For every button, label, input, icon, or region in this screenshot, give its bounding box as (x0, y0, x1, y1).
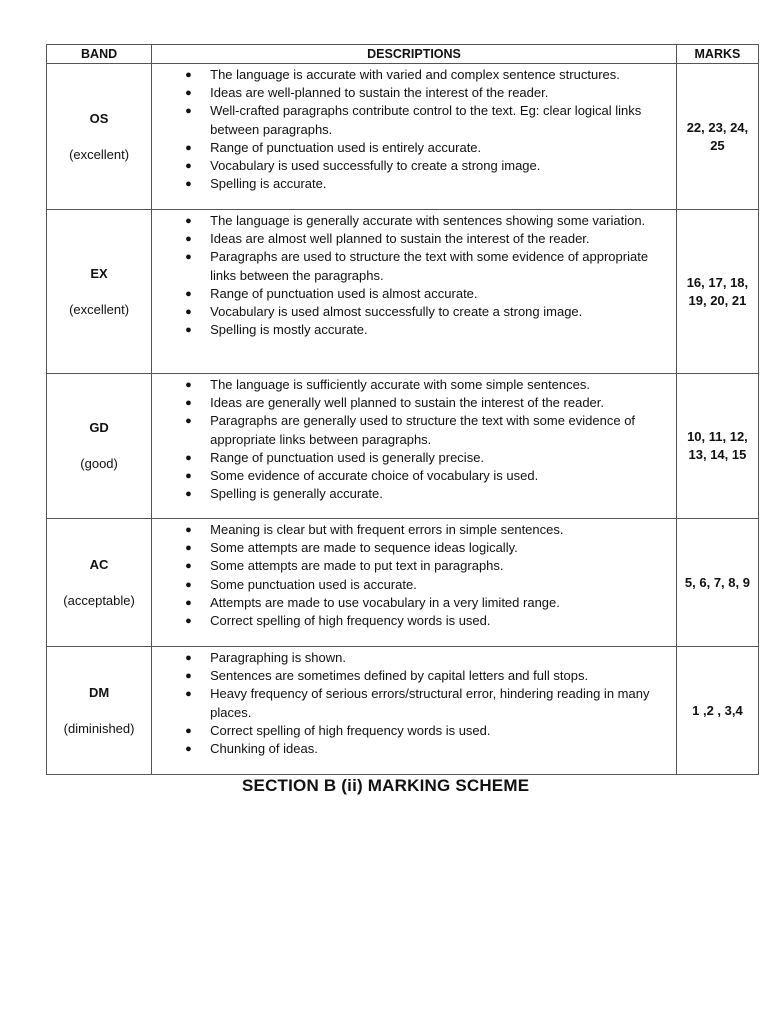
description-text: Vocabulary is used almost successfully to create a strong image. (210, 304, 583, 320)
list-item (152, 285, 672, 303)
list-item (152, 576, 672, 594)
bullet-icon: ● (185, 251, 192, 264)
descriptions-cell (152, 210, 677, 374)
list-item (152, 212, 672, 230)
marks-column-header: MARKS (676, 45, 758, 64)
band-code: GD (89, 420, 109, 435)
marks-cell: 10, 11, 12, 13, 14, 15 (676, 374, 758, 519)
bullet-icon: ● (185, 306, 192, 319)
description-text: The language is accurate with varied and complex sentence structures. (210, 67, 620, 82)
bullet-icon: ● (185, 397, 192, 410)
description-text: Spelling is generally accurate. (210, 486, 383, 502)
description-list (152, 649, 672, 758)
table-row (47, 210, 759, 374)
band-cell (47, 64, 152, 210)
table-row (47, 374, 759, 519)
band-label: (excellent) (69, 301, 130, 317)
description-text: Ideas are almost well planned to sustain the interest of the reader. (210, 231, 590, 247)
bullet-icon: ● (185, 743, 192, 756)
description-text: Ideas are generally well planned to sustain the interest of the reader. (210, 395, 604, 411)
description-text: Spelling is mostly accurate. (210, 322, 368, 338)
description-list (152, 376, 672, 503)
list-item (152, 740, 672, 758)
list-item (152, 612, 672, 630)
bullet-icon: ● (185, 470, 192, 483)
table-row (47, 519, 759, 647)
bullet-icon: ● (185, 615, 192, 628)
bullet-icon: ● (185, 688, 192, 701)
description-text: Spelling is accurate. (210, 176, 327, 192)
list-item (152, 376, 672, 394)
bullet-icon: ● (185, 652, 192, 664)
list-item (152, 230, 672, 248)
bullet-icon: ● (185, 87, 192, 100)
band-cell (47, 210, 152, 374)
list-item (152, 557, 672, 575)
description-text: Ideas are well-planned to sustain the interest of the reader. (210, 85, 549, 101)
descriptions-cell (152, 519, 677, 647)
bullet-icon: ● (185, 233, 192, 246)
bullet-icon: ● (185, 379, 192, 391)
band-code: AC (89, 556, 109, 572)
list-item (152, 521, 672, 539)
marks-cell: 22, 23, 24, 25 (676, 64, 758, 210)
list-item (152, 722, 672, 740)
list-item (152, 412, 672, 448)
descriptions-cell (152, 374, 677, 519)
band-cell (47, 647, 152, 775)
list-item (152, 485, 672, 503)
bullet-icon: ● (185, 670, 192, 683)
list-item (152, 394, 672, 412)
bullet-icon: ● (185, 160, 192, 173)
list-item (152, 467, 672, 485)
description-text: The language is sufficiently accurate with some simple sentences. (210, 377, 590, 392)
list-item (152, 157, 672, 175)
bullet-icon: ● (185, 451, 192, 464)
list-item (152, 539, 672, 557)
marks-cell: 1 ,2 , 3,4 (676, 647, 758, 775)
bullet-icon: ● (185, 178, 192, 191)
band-cell (47, 519, 152, 647)
description-text: Vocabulary is used successfully to create a strong image. (210, 158, 541, 174)
list-item (152, 685, 672, 721)
band-label: (diminished) (63, 720, 135, 736)
description-text: The language is generally accurate with sentences showing some variation. (210, 213, 646, 228)
band-label: (excellent) (69, 146, 130, 162)
marking-scheme-table (46, 44, 759, 775)
bullet-icon: ● (185, 578, 192, 591)
descriptions-cell (152, 64, 677, 210)
descriptions-column-header: DESCRIPTIONS (152, 45, 677, 64)
description-text: Correct spelling of high frequency words is used. (210, 722, 491, 738)
list-item (152, 303, 672, 321)
band-column-header: BAND (47, 45, 152, 64)
marks-cell: 5, 6, 7, 8, 9 (676, 519, 758, 647)
bullet-icon: ● (185, 69, 192, 81)
bullet-icon: ● (185, 415, 192, 428)
bullet-icon: ● (185, 215, 192, 227)
bullet-icon: ● (185, 141, 192, 154)
list-item (152, 667, 672, 685)
description-text: Sentences are sometimes defined by capital letters and full stops. (210, 668, 589, 684)
band-label: (good) (80, 456, 118, 471)
list-item (152, 175, 672, 193)
list-item (152, 102, 672, 138)
descriptions-cell (152, 647, 677, 775)
description-text: Paragraphs are generally used to structure the text with some evidence of appropriate links between paragraphs. (210, 413, 636, 447)
description-list (152, 521, 672, 630)
description-text: Meaning is clear but with frequent errors in simple sentences. (210, 522, 564, 537)
description-text: Correct spelling of high frequency words is used. (210, 613, 491, 629)
marks-cell: 16, 17, 18, 19, 20, 21 (676, 210, 758, 374)
band-code: EX (90, 265, 108, 281)
list-item (152, 139, 672, 157)
description-text: Range of punctuation used is generally precise. (210, 449, 485, 465)
description-text: Range of punctuation used is almost accurate. (210, 285, 478, 301)
list-item (152, 649, 672, 667)
description-list (152, 212, 672, 339)
list-item (152, 84, 672, 102)
bullet-icon: ● (185, 488, 192, 501)
band-code: DM (88, 684, 110, 700)
table-row (47, 647, 759, 775)
band-cell (47, 374, 152, 519)
description-text: Chunking of ideas. (210, 741, 318, 757)
description-text: Paragraphs are used to structure the text with some evidence of appropriate links between the paragraphs. (210, 249, 649, 283)
description-text: Paragraphing is shown. (210, 650, 346, 665)
list-item (152, 449, 672, 467)
description-text: Some evidence of accurate choice of vocabulary is used. (210, 468, 539, 484)
description-text: Range of punctuation used is entirely accurate. (210, 139, 482, 155)
bullet-icon: ● (185, 287, 192, 300)
description-text: Some attempts are made to sequence ideas logically. (210, 540, 518, 556)
list-item (152, 321, 672, 339)
band-label: (acceptable) (63, 592, 135, 608)
bullet-icon: ● (185, 560, 192, 573)
bullet-icon: ● (185, 324, 192, 337)
list-item (152, 66, 672, 84)
description-text: Well-crafted paragraphs contribute control to the text. Eg: clear logical links between paragraphs. (210, 103, 642, 137)
description-text: Some attempts are made to put text in paragraphs. (210, 558, 504, 574)
table-header-row (47, 45, 759, 64)
band-code: OS (89, 110, 109, 126)
description-text: Heavy frequency of serious errors/structural error, hindering reading in many places. (210, 686, 650, 720)
description-text: Attempts are made to use vocabulary in a very limited range. (210, 594, 560, 610)
section-heading: SECTION B (ii) MARKING SCHEME (242, 776, 530, 795)
bullet-icon: ● (185, 724, 192, 737)
table-row (47, 64, 759, 210)
list-item (152, 594, 672, 612)
bullet-icon: ● (185, 524, 192, 536)
bullet-icon: ● (185, 596, 192, 609)
description-text: Some punctuation used is accurate. (210, 576, 417, 592)
list-item (152, 248, 672, 284)
description-list (152, 66, 672, 193)
bullet-icon: ● (185, 542, 192, 555)
bullet-icon: ● (185, 105, 192, 118)
